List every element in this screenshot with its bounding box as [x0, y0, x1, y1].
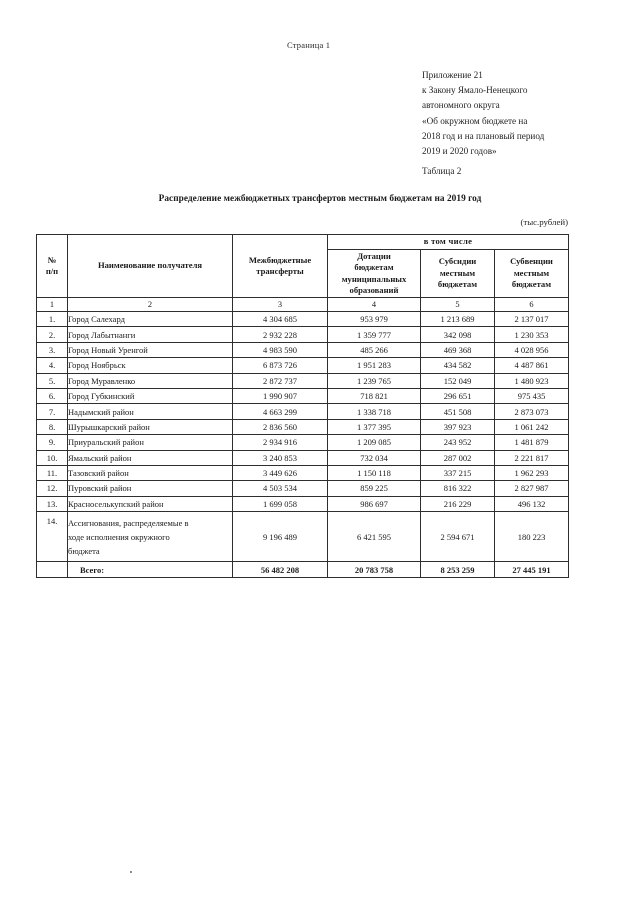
table-row — [37, 481, 569, 496]
appendix-line-4: «Об окружном бюджете на — [422, 115, 528, 126]
table-row — [37, 435, 569, 450]
row-dotations: 986 697 — [328, 496, 421, 511]
column-number-2: 2 — [68, 298, 233, 312]
row-subsidies: 337 215 — [421, 465, 495, 480]
column-group-header-including: в том числе — [328, 235, 569, 250]
column-number-4: 4 — [328, 298, 421, 312]
row-recipient: Красноселькупский район — [68, 496, 233, 511]
row-subventions: 1 962 293 — [495, 465, 569, 480]
row-index: 11. — [37, 465, 68, 480]
table-body — [37, 312, 569, 578]
table-total-row — [37, 562, 569, 578]
row-recipient: Город Муравленко — [68, 373, 233, 388]
page-title: Распределение межбюджетных трансфертов местным бюджетам на 2019 год — [158, 194, 482, 204]
column-number-3: 3 — [233, 298, 328, 312]
column-header-subventions-line1: Субвенции — [510, 256, 553, 267]
row-subsidies: 216 229 — [421, 496, 495, 511]
row-subventions: 1 480 923 — [495, 373, 569, 388]
column-header-subventions — [495, 250, 569, 298]
row-transfers: 4 663 299 — [233, 404, 328, 419]
row-subventions: 4 487 861 — [495, 358, 569, 373]
row-dotations: 718 821 — [328, 388, 421, 403]
row-recipient-line3: бюджета — [68, 546, 100, 557]
row-subventions: 1 230 353 — [495, 327, 569, 342]
column-header-subsidies-line1: Субсидии — [438, 256, 477, 267]
table-row — [37, 512, 569, 562]
column-header-dotations-line4: образований — [349, 285, 399, 295]
appendix-line-1: Приложение 21 — [422, 70, 483, 80]
units-label: (тыс.рублей) — [520, 217, 568, 227]
row-recipient: Город Новый Уренгой — [68, 342, 233, 357]
row-subventions: 975 435 — [495, 388, 569, 403]
table-row — [37, 373, 569, 388]
row-subventions: 1 061 242 — [495, 419, 569, 434]
table-header-row-group — [37, 235, 569, 250]
column-number-row — [37, 298, 569, 312]
appendix-line-6: 2019 и 2020 годов» — [422, 146, 497, 157]
column-header-recipient-name: Наименование получателя — [68, 235, 233, 298]
total-index — [37, 562, 68, 578]
row-recipient-line1: Ассигнования, распределяемые в — [68, 518, 189, 529]
row-transfers: 3 240 853 — [233, 450, 328, 465]
row-subsidies: 152 049 — [421, 373, 495, 388]
row-subventions: 2 137 017 — [495, 312, 569, 327]
column-number-1: 1 — [37, 298, 68, 312]
row-recipient — [68, 512, 233, 562]
column-header-subsidies-line2: местным — [439, 267, 476, 278]
row-index: 1. — [37, 312, 68, 327]
row-dotations: 1 239 765 — [328, 373, 421, 388]
row-dotations: 1 951 283 — [328, 358, 421, 373]
column-header-dotations-line1: Дотации — [357, 250, 391, 261]
column-header-transfers-line1: Межбюджетные — [248, 254, 312, 265]
column-header-number — [37, 235, 68, 298]
scan-artifact-speck — [130, 871, 132, 873]
column-header-subsidies-line3: бюджетам — [437, 279, 478, 290]
row-subsidies: 816 322 — [421, 481, 495, 496]
row-index: 2. — [37, 327, 68, 342]
row-index: 5. — [37, 373, 68, 388]
column-header-subsidies — [421, 250, 495, 298]
table-number-label: Таблица 2 — [422, 166, 462, 176]
row-index: 12. — [37, 481, 68, 496]
row-recipient-line2: ходе исполнения окружного — [68, 532, 170, 543]
appendix-line-5: 2018 год и на плановый период — [422, 130, 545, 141]
row-transfers: 9 196 489 — [233, 512, 328, 562]
appendix-line-3: автономного округа — [422, 100, 500, 111]
row-transfers: 3 449 626 — [233, 465, 328, 480]
row-index: 4. — [37, 358, 68, 373]
row-subventions: 180 223 — [495, 512, 569, 562]
table-row — [37, 342, 569, 357]
row-recipient: Приуральский район — [68, 435, 233, 450]
row-recipient: Город Салехард — [68, 312, 233, 327]
table-row — [37, 404, 569, 419]
row-dotations: 859 225 — [328, 481, 421, 496]
row-subventions: 1 481 879 — [495, 435, 569, 450]
row-dotations: 1 209 085 — [328, 435, 421, 450]
row-recipient: Тазовский район — [68, 465, 233, 480]
table-row — [37, 450, 569, 465]
row-dotations: 732 034 — [328, 450, 421, 465]
total-subsidies: 8 253 259 — [421, 562, 495, 578]
row-dotations: 1 150 118 — [328, 465, 421, 480]
appendix-line-2: к Закону Ямало-Ненецкого — [422, 85, 528, 96]
row-dotations: 1 359 777 — [328, 327, 421, 342]
row-dotations: 1 377 395 — [328, 419, 421, 434]
table-row — [37, 312, 569, 327]
row-transfers: 1 990 907 — [233, 388, 328, 403]
row-transfers: 4 304 685 — [233, 312, 328, 327]
row-dotations: 953 979 — [328, 312, 421, 327]
row-transfers: 6 873 726 — [233, 358, 328, 373]
row-subventions: 2 873 073 — [495, 404, 569, 419]
row-subsidies: 469 368 — [421, 342, 495, 357]
row-index: 13. — [37, 496, 68, 511]
table-head — [37, 235, 569, 312]
table-row — [37, 327, 569, 342]
row-index: 7. — [37, 404, 68, 419]
total-dotations: 20 783 758 — [328, 562, 421, 578]
column-header-interbudget-transfers — [233, 235, 328, 298]
row-index: 8. — [37, 419, 68, 434]
column-header-transfers-line2: трансферты — [256, 266, 304, 276]
row-subsidies: 287 002 — [421, 450, 495, 465]
row-recipient: Шурышкарский район — [68, 419, 233, 434]
row-index: 14. — [37, 512, 68, 562]
column-header-subventions-line3: бюджетам — [511, 279, 552, 290]
column-header-number-line2: п/п — [45, 266, 59, 276]
row-transfers: 4 503 534 — [233, 481, 328, 496]
row-transfers: 2 932 228 — [233, 327, 328, 342]
row-recipient: Город Ноябрьск — [68, 358, 233, 373]
row-subventions: 2 221 817 — [495, 450, 569, 465]
row-subsidies: 451 508 — [421, 404, 495, 419]
row-subsidies: 434 582 — [421, 358, 495, 373]
column-header-dotations-line2: бюджетам — [354, 262, 394, 272]
row-index: 10. — [37, 450, 68, 465]
row-index: 3. — [37, 342, 68, 357]
total-subventions: 27 445 191 — [495, 562, 569, 578]
row-recipient: Город Лабытнанги — [68, 327, 233, 342]
row-subventions: 4 028 956 — [495, 342, 569, 357]
column-header-dotations — [328, 250, 421, 298]
table-row — [37, 388, 569, 403]
row-subsidies: 2 594 671 — [421, 512, 495, 562]
row-transfers: 2 872 737 — [233, 373, 328, 388]
table-row — [37, 358, 569, 373]
table-row — [37, 496, 569, 511]
row-subventions: 2 827 987 — [495, 481, 569, 496]
row-recipient: Пуровский район — [68, 481, 233, 496]
column-number-5: 5 — [421, 298, 495, 312]
page-label: Страница 1 — [287, 40, 331, 50]
row-transfers: 4 983 590 — [233, 342, 328, 357]
column-number-6: 6 — [495, 298, 569, 312]
row-subsidies: 1 213 689 — [421, 312, 495, 327]
row-transfers: 2 836 560 — [233, 419, 328, 434]
row-recipient: Надымский район — [68, 404, 233, 419]
column-header-dotations-line3: муниципальных — [341, 273, 407, 284]
row-subsidies: 397 923 — [421, 419, 495, 434]
row-dotations: 485 266 — [328, 342, 421, 357]
total-transfers: 56 482 208 — [233, 562, 328, 578]
row-dotations: 1 338 718 — [328, 404, 421, 419]
appendix-reference-block — [422, 68, 622, 159]
row-index: 6. — [37, 388, 68, 403]
table-row — [37, 465, 569, 480]
row-recipient: Город Губкинский — [68, 388, 233, 403]
row-subsidies: 296 651 — [421, 388, 495, 403]
column-header-subventions-line2: местным — [513, 267, 550, 278]
row-index: 9. — [37, 435, 68, 450]
row-subsidies: 342 098 — [421, 327, 495, 342]
budget-distribution-table — [36, 234, 569, 578]
total-label: Всего: — [68, 562, 233, 578]
row-transfers: 1 699 058 — [233, 496, 328, 511]
row-recipient: Ямальский район — [68, 450, 233, 465]
row-subsidies: 243 952 — [421, 435, 495, 450]
row-transfers: 2 934 916 — [233, 435, 328, 450]
table-row — [37, 419, 569, 434]
row-dotations: 6 421 595 — [328, 512, 421, 562]
column-header-number-line1: № — [47, 254, 57, 265]
row-subventions: 496 132 — [495, 496, 569, 511]
budget-table-wrapper — [36, 234, 568, 578]
